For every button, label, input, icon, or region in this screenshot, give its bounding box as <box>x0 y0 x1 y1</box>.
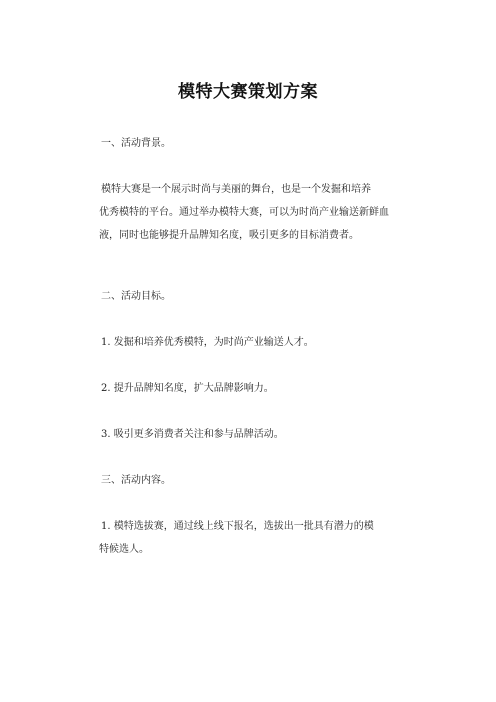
list-item-goal-3 <box>101 423 397 446</box>
list-item-goal-2 <box>101 377 397 400</box>
paragraph-line: 液，同时也能够提升品牌知名度，吸引更多的目标消费者。 <box>99 230 359 241</box>
paragraph-line: 优秀模特的平台。通过举办模特大赛，可以为时尚产业输送新鲜血 <box>99 207 389 218</box>
list-item-text: 1. 发掘和培养优秀模特，为时尚产业输送人才。 <box>101 337 314 348</box>
list-item-content-1 <box>101 515 397 561</box>
list-item-text: 3. 吸引更多消费者关注和参与品牌活动。 <box>101 429 284 440</box>
paragraph-line: 模特大赛是一个展示时尚与美丽的舞台，也是一个发掘和培养 <box>101 184 371 195</box>
heading-text: 一、活动背景。 <box>101 138 171 149</box>
section-heading-content <box>101 469 397 492</box>
list-item-text: 2. 提升品牌知名度，扩大品牌影响力。 <box>101 383 274 394</box>
heading-text: 三、活动内容。 <box>101 475 171 486</box>
list-item-text: 特候选人。 <box>99 544 149 555</box>
heading-text: 二、活动目标。 <box>101 291 171 302</box>
section-heading-background <box>101 132 397 155</box>
list-item-goal-1 <box>101 331 397 354</box>
paragraph-background <box>101 178 397 247</box>
list-item-text: 1. 模特选拔赛，通过线上线下报名，选拔出一批具有潜力的模 <box>101 521 374 532</box>
document-title: 模特大赛策划方案 <box>178 82 318 102</box>
section-heading-goals <box>101 285 397 308</box>
